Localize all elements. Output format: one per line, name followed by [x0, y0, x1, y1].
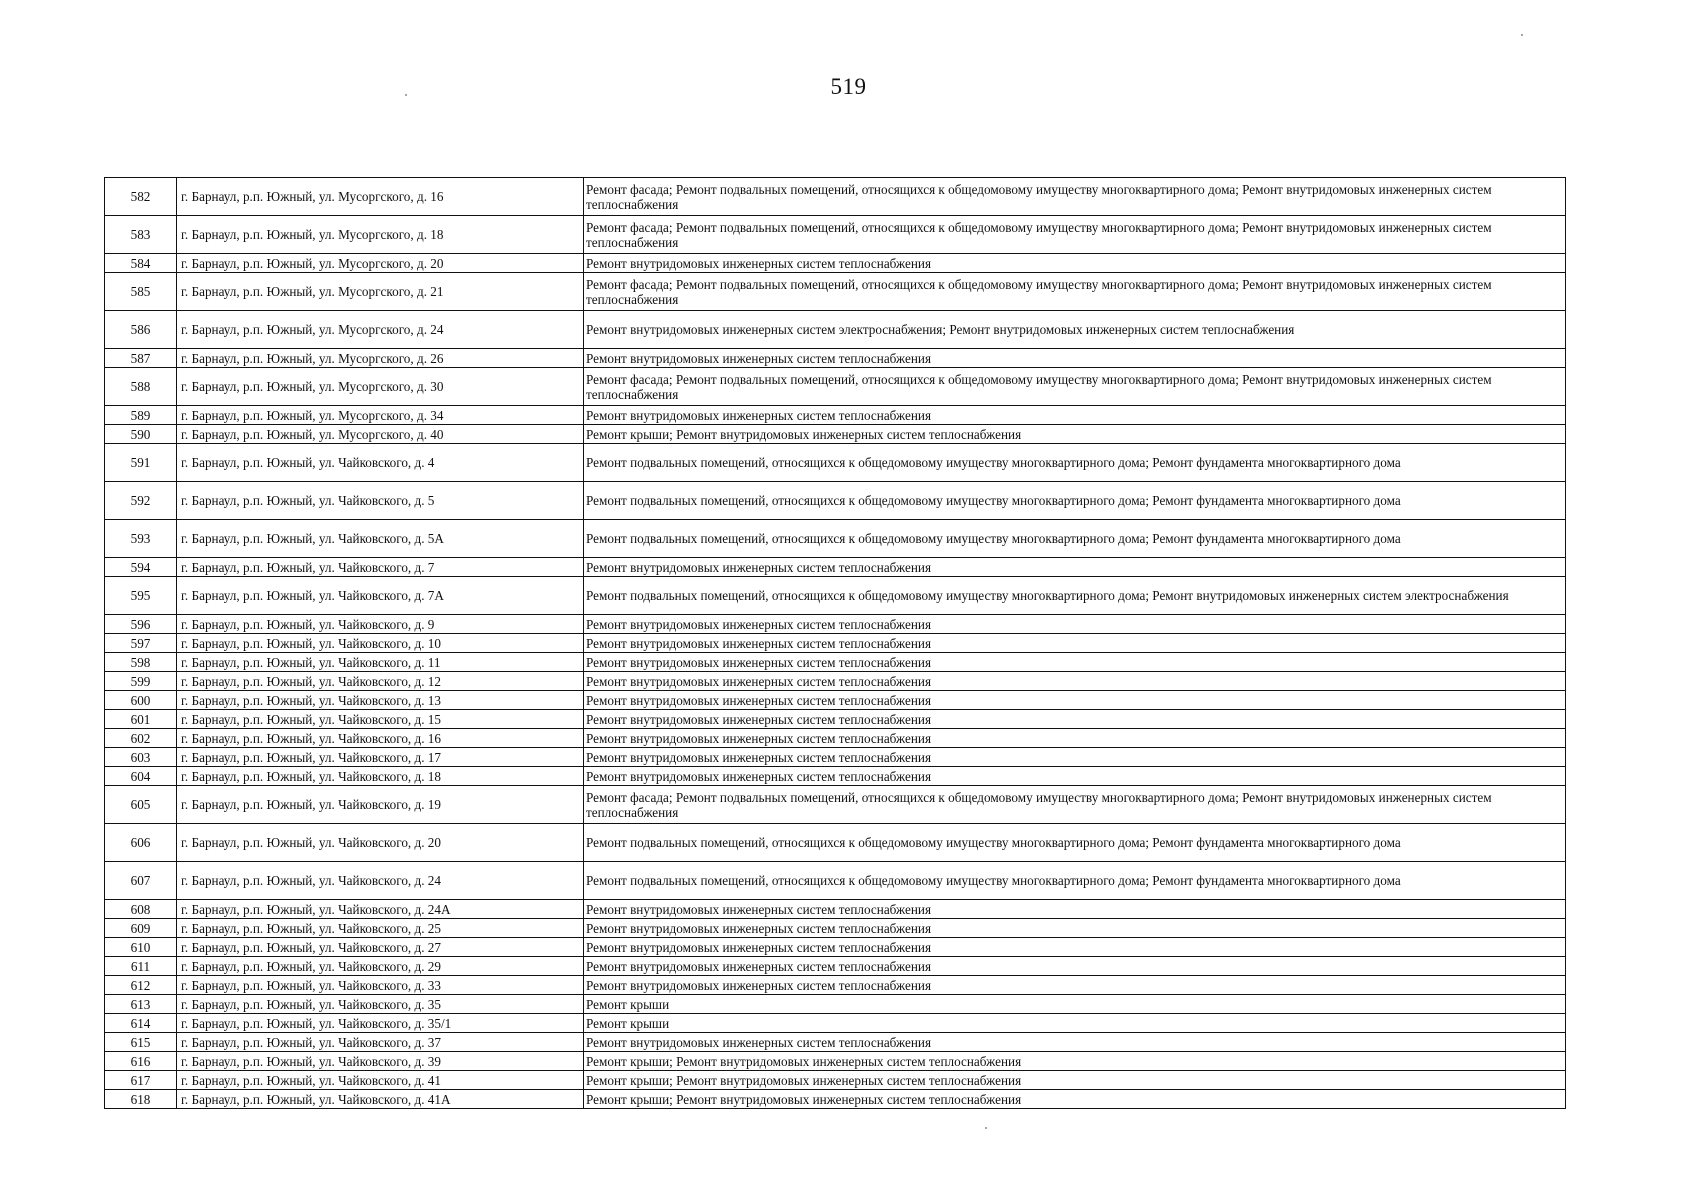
- row-works: Ремонт крыши; Ремонт внутридомовых инженерных систем теплоснабжения: [584, 425, 1566, 444]
- row-number: 599: [105, 672, 177, 691]
- row-address: г. Барнаул, р.п. Южный, ул. Чайковского, д. 12: [177, 672, 584, 691]
- table-row: [105, 558, 1566, 577]
- row-number: 598: [105, 653, 177, 672]
- row-works: Ремонт внутридомовых инженерных систем теплоснабжения: [584, 748, 1566, 767]
- row-address: г. Барнаул, р.п. Южный, ул. Мусоргского, д. 40: [177, 425, 584, 444]
- table-row: [105, 482, 1566, 520]
- row-address: г. Барнаул, р.п. Южный, ул. Чайковского, д. 37: [177, 1033, 584, 1052]
- table-row: [105, 957, 1566, 976]
- row-works: Ремонт внутридомовых инженерных систем теплоснабжения: [584, 767, 1566, 786]
- table-row: [105, 349, 1566, 368]
- row-number: 602: [105, 729, 177, 748]
- scan-speck: [985, 1127, 987, 1129]
- row-works: Ремонт подвальных помещений, относящихся к общедомовому имуществу многоквартирного дома; Ремонт фундамента многоквартирного дома: [584, 824, 1566, 862]
- row-address: г. Барнаул, р.п. Южный, ул. Чайковского, д. 7А: [177, 577, 584, 615]
- row-number: 617: [105, 1071, 177, 1090]
- row-address: г. Барнаул, р.п. Южный, ул. Чайковского, д. 27: [177, 938, 584, 957]
- row-number: 594: [105, 558, 177, 577]
- table-row: [105, 311, 1566, 349]
- row-address: г. Барнаул, р.п. Южный, ул. Мусоргского, д. 20: [177, 254, 584, 273]
- page-number: 519: [830, 74, 867, 99]
- row-works: Ремонт внутридомовых инженерных систем теплоснабжения: [584, 615, 1566, 634]
- row-number: 584: [105, 254, 177, 273]
- row-address: г. Барнаул, р.п. Южный, ул. Чайковского, д. 4: [177, 444, 584, 482]
- row-works: Ремонт фасада; Ремонт подвальных помещений, относящихся к общедомовому имуществу многоквартирного дома; Ремонт внутридомовых инженерных систем теплоснабжения: [584, 368, 1566, 406]
- table-row: [105, 900, 1566, 919]
- row-address: г. Барнаул, р.п. Южный, ул. Чайковского, д. 29: [177, 957, 584, 976]
- table-row: [105, 1014, 1566, 1033]
- table-row: [105, 577, 1566, 615]
- row-works: Ремонт подвальных помещений, относящихся к общедомовому имуществу многоквартирного дома; Ремонт фундамента многоквартирного дома: [584, 862, 1566, 900]
- table-row: [105, 653, 1566, 672]
- table-row: [105, 1052, 1566, 1071]
- row-works: Ремонт фасада; Ремонт подвальных помещений, относящихся к общедомовому имуществу многоквартирного дома; Ремонт внутридомовых инженерных систем теплоснабжения: [584, 273, 1566, 311]
- row-works: Ремонт внутридомовых инженерных систем теплоснабжения: [584, 976, 1566, 995]
- row-number: 606: [105, 824, 177, 862]
- table-row: [105, 273, 1566, 311]
- table-row: [105, 1033, 1566, 1052]
- row-number: 605: [105, 786, 177, 824]
- row-works: Ремонт внутридомовых инженерных систем теплоснабжения: [584, 691, 1566, 710]
- row-works: Ремонт крыши; Ремонт внутридомовых инженерных систем теплоснабжения: [584, 1090, 1566, 1109]
- row-works: Ремонт внутридомовых инженерных систем теплоснабжения: [584, 938, 1566, 957]
- table-row: [105, 786, 1566, 824]
- row-number: 618: [105, 1090, 177, 1109]
- row-number: 592: [105, 482, 177, 520]
- row-works: Ремонт внутридомовых инженерных систем теплоснабжения: [584, 672, 1566, 691]
- table-row: [105, 216, 1566, 254]
- row-address: г. Барнаул, р.п. Южный, ул. Чайковского, д. 15: [177, 710, 584, 729]
- row-works: Ремонт внутридомовых инженерных систем теплоснабжения: [584, 653, 1566, 672]
- table-row: [105, 767, 1566, 786]
- row-address: г. Барнаул, р.п. Южный, ул. Чайковского, д. 7: [177, 558, 584, 577]
- row-address: г. Барнаул, р.п. Южный, ул. Чайковского, д. 17: [177, 748, 584, 767]
- row-number: 609: [105, 919, 177, 938]
- table-row: [105, 1071, 1566, 1090]
- row-works: Ремонт внутридомовых инженерных систем теплоснабжения: [584, 1033, 1566, 1052]
- row-works: Ремонт внутридомовых инженерных систем теплоснабжения: [584, 710, 1566, 729]
- row-works: Ремонт крыши: [584, 995, 1566, 1014]
- row-address: г. Барнаул, р.п. Южный, ул. Мусоргского, д. 21: [177, 273, 584, 311]
- row-works: Ремонт внутридомовых инженерных систем теплоснабжения: [584, 729, 1566, 748]
- row-works: Ремонт подвальных помещений, относящихся к общедомовому имуществу многоквартирного дома; Ремонт внутридомовых инженерных систем электроснабжения: [584, 577, 1566, 615]
- table-row: [105, 748, 1566, 767]
- row-works: Ремонт внутридомовых инженерных систем теплоснабжения: [584, 406, 1566, 425]
- row-address: г. Барнаул, р.п. Южный, ул. Мусоргского, д. 34: [177, 406, 584, 425]
- row-works: Ремонт фасада; Ремонт подвальных помещений, относящихся к общедомовому имуществу многоквартирного дома; Ремонт внутридомовых инженерных систем теплоснабжения: [584, 786, 1566, 824]
- row-works: Ремонт внутридомовых инженерных систем теплоснабжения: [584, 634, 1566, 653]
- row-number: 586: [105, 311, 177, 349]
- scan-speck: [405, 94, 407, 96]
- row-address: г. Барнаул, р.п. Южный, ул. Чайковского, д. 5: [177, 482, 584, 520]
- table-row: [105, 254, 1566, 273]
- row-number: 591: [105, 444, 177, 482]
- table-row: [105, 976, 1566, 995]
- row-number: 583: [105, 216, 177, 254]
- row-number: 607: [105, 862, 177, 900]
- row-address: г. Барнаул, р.п. Южный, ул. Мусоргского, д. 24: [177, 311, 584, 349]
- row-number: 613: [105, 995, 177, 1014]
- row-number: 582: [105, 178, 177, 216]
- row-address: г. Барнаул, р.п. Южный, ул. Чайковского, д. 16: [177, 729, 584, 748]
- table-row: [105, 444, 1566, 482]
- table-row: [105, 729, 1566, 748]
- table-row: [105, 710, 1566, 729]
- table-row: [105, 615, 1566, 634]
- row-number: 588: [105, 368, 177, 406]
- row-address: г. Барнаул, р.п. Южный, ул. Чайковского, д. 41А: [177, 1090, 584, 1109]
- table-row: [105, 919, 1566, 938]
- row-works: Ремонт внутридомовых инженерных систем теплоснабжения: [584, 254, 1566, 273]
- row-number: 601: [105, 710, 177, 729]
- row-address: г. Барнаул, р.п. Южный, ул. Мусоргского, д. 26: [177, 349, 584, 368]
- row-address: г. Барнаул, р.п. Южный, ул. Чайковского, д. 20: [177, 824, 584, 862]
- table-row: [105, 368, 1566, 406]
- row-address: г. Барнаул, р.п. Южный, ул. Чайковского, д. 19: [177, 786, 584, 824]
- table-row: [105, 178, 1566, 216]
- row-address: г. Барнаул, р.п. Южный, ул. Чайковского, д. 10: [177, 634, 584, 653]
- table-row: [105, 672, 1566, 691]
- row-works: Ремонт крыши: [584, 1014, 1566, 1033]
- row-works: Ремонт фасада; Ремонт подвальных помещений, относящихся к общедомовому имуществу многоквартирного дома; Ремонт внутридомовых инженерных систем теплоснабжения: [584, 178, 1566, 216]
- row-address: г. Барнаул, р.п. Южный, ул. Мусоргского, д. 18: [177, 216, 584, 254]
- row-address: г. Барнаул, р.п. Южный, ул. Чайковского, д. 35/1: [177, 1014, 584, 1033]
- row-address: г. Барнаул, р.п. Южный, ул. Чайковского, д. 9: [177, 615, 584, 634]
- row-address: г. Барнаул, р.п. Южный, ул. Чайковского, д. 5А: [177, 520, 584, 558]
- table-row: [105, 938, 1566, 957]
- row-works: Ремонт подвальных помещений, относящихся к общедомовому имуществу многоквартирного дома; Ремонт фундамента многоквартирного дома: [584, 520, 1566, 558]
- scan-speck: [1521, 34, 1523, 36]
- row-works: Ремонт внутридомовых инженерных систем теплоснабжения: [584, 558, 1566, 577]
- table-row: [105, 862, 1566, 900]
- row-works: Ремонт внутридомовых инженерных систем теплоснабжения: [584, 349, 1566, 368]
- row-address: г. Барнаул, р.п. Южный, ул. Чайковского, д. 13: [177, 691, 584, 710]
- row-number: 596: [105, 615, 177, 634]
- row-number: 604: [105, 767, 177, 786]
- table-row: [105, 691, 1566, 710]
- row-address: г. Барнаул, р.п. Южный, ул. Чайковского, д. 39: [177, 1052, 584, 1071]
- row-number: 612: [105, 976, 177, 995]
- row-number: 608: [105, 900, 177, 919]
- row-works: Ремонт подвальных помещений, относящихся к общедомовому имуществу многоквартирного дома; Ремонт фундамента многоквартирного дома: [584, 482, 1566, 520]
- row-works: Ремонт внутридомовых инженерных систем электроснабжения; Ремонт внутридомовых инженерных систем теплоснабжения: [584, 311, 1566, 349]
- row-number: 589: [105, 406, 177, 425]
- row-number: 615: [105, 1033, 177, 1052]
- row-number: 585: [105, 273, 177, 311]
- row-number: 593: [105, 520, 177, 558]
- row-address: г. Барнаул, р.п. Южный, ул. Чайковского, д. 18: [177, 767, 584, 786]
- row-works: Ремонт фасада; Ремонт подвальных помещений, относящихся к общедомовому имуществу многоквартирного дома; Ремонт внутридомовых инженерных систем теплоснабжения: [584, 216, 1566, 254]
- row-address: г. Барнаул, р.п. Южный, ул. Чайковского, д. 24А: [177, 900, 584, 919]
- row-works: Ремонт внутридомовых инженерных систем теплоснабжения: [584, 900, 1566, 919]
- row-number: 590: [105, 425, 177, 444]
- row-number: 597: [105, 634, 177, 653]
- row-address: г. Барнаул, р.п. Южный, ул. Чайковского, д. 24: [177, 862, 584, 900]
- row-address: г. Барнаул, р.п. Южный, ул. Мусоргского, д. 30: [177, 368, 584, 406]
- row-works: Ремонт крыши; Ремонт внутридомовых инженерных систем теплоснабжения: [584, 1071, 1566, 1090]
- table-row: [105, 824, 1566, 862]
- table-row: [105, 406, 1566, 425]
- row-number: 587: [105, 349, 177, 368]
- row-works: Ремонт крыши; Ремонт внутридомовых инженерных систем теплоснабжения: [584, 1052, 1566, 1071]
- row-number: 595: [105, 577, 177, 615]
- row-works: Ремонт внутридомовых инженерных систем теплоснабжения: [584, 919, 1566, 938]
- row-address: г. Барнаул, р.п. Южный, ул. Чайковского, д. 11: [177, 653, 584, 672]
- row-number: 610: [105, 938, 177, 957]
- row-address: г. Барнаул, р.п. Южный, ул. Чайковского, д. 41: [177, 1071, 584, 1090]
- row-number: 600: [105, 691, 177, 710]
- row-address: г. Барнаул, р.п. Южный, ул. Чайковского, д. 35: [177, 995, 584, 1014]
- table-body: [105, 178, 1566, 1109]
- table-row: [105, 995, 1566, 1014]
- row-number: 616: [105, 1052, 177, 1071]
- row-number: 611: [105, 957, 177, 976]
- row-works: Ремонт подвальных помещений, относящихся к общедомовому имуществу многоквартирного дома; Ремонт фундамента многоквартирного дома: [584, 444, 1566, 482]
- table-row: [105, 634, 1566, 653]
- row-works: Ремонт внутридомовых инженерных систем теплоснабжения: [584, 957, 1566, 976]
- row-number: 603: [105, 748, 177, 767]
- row-number: 614: [105, 1014, 177, 1033]
- row-address: г. Барнаул, р.п. Южный, ул. Чайковского, д. 33: [177, 976, 584, 995]
- repair-works-table: [104, 177, 1566, 1109]
- row-address: г. Барнаул, р.п. Южный, ул. Чайковского, д. 25: [177, 919, 584, 938]
- table-row: [105, 425, 1566, 444]
- table-row: [105, 1090, 1566, 1109]
- table-row: [105, 520, 1566, 558]
- row-address: г. Барнаул, р.п. Южный, ул. Мусоргского, д. 16: [177, 178, 584, 216]
